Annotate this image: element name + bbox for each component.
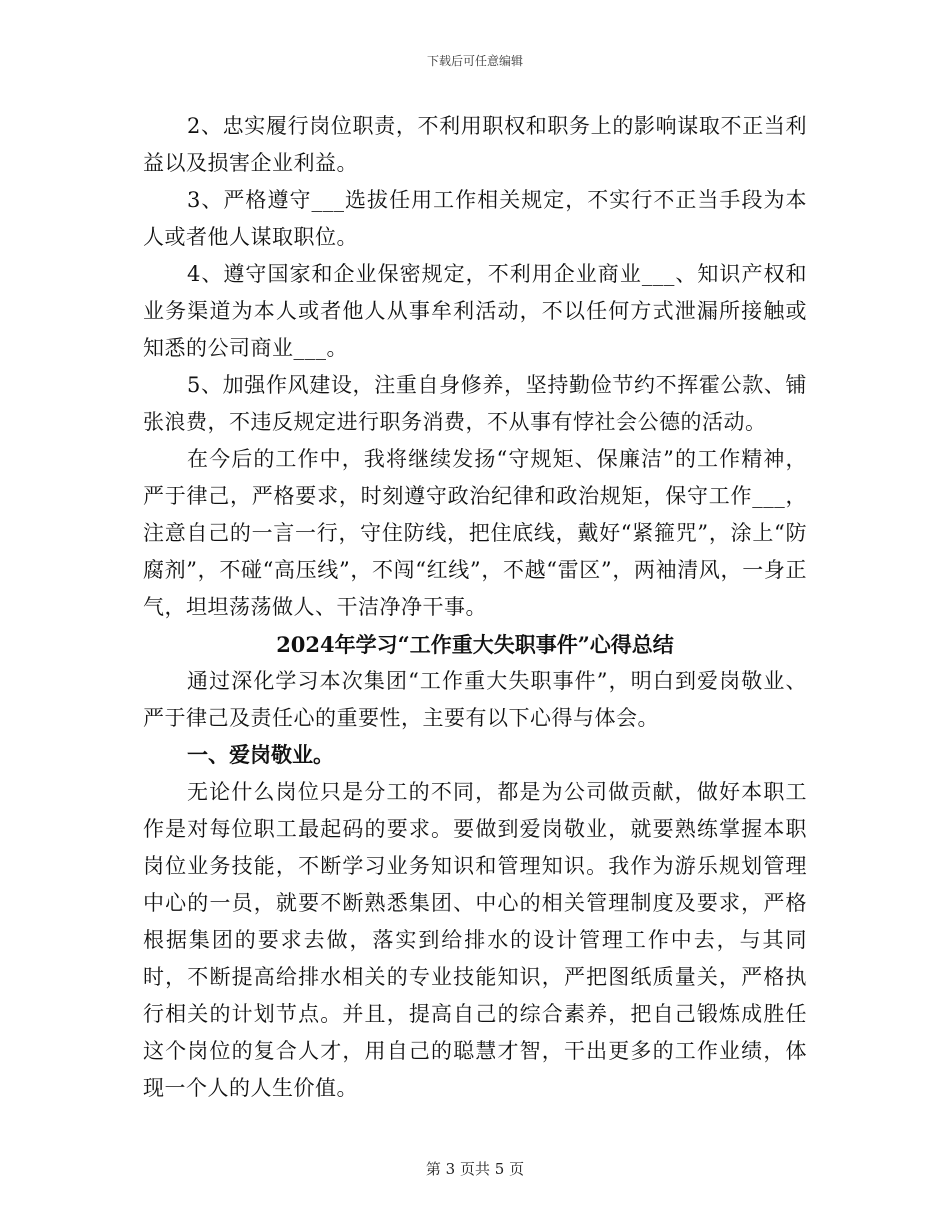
heading-dedication: 一、爱岗敬业。 bbox=[187, 743, 334, 767]
section-title: 2024年学习“工作重大失职事件”心得总结 bbox=[276, 632, 674, 657]
paragraph-item-5: 5、加强作风建设，注重自身修养，坚持勤俭节约不挥霍公款、铺张浪费，不违反规定进行职务消费，不从事有悖社会公德的活动。 bbox=[143, 373, 807, 434]
paragraph-conclusion: 在今后的工作中，我将继续发扬“守规矩、保廉洁”的工作精神，严于律己，严格要求，时刻遵守政治纪律和政治规矩，保守工作___，注意自己的一言一行，守住防线，把住底线，戴好“紧箍咒”，涂上“防腐剂”，不碰“高压线”，不闯“红线”，不越“雷区”，两袖清风，一身正气，坦坦荡荡做人、干洁净净干事。 bbox=[143, 447, 807, 619]
page-header: 下载后可任意编辑 bbox=[426, 54, 523, 68]
paragraph-dedication-body: 无论什么岗位只是分工的不同，都是为公司做贡献，做好本职工作是对每位职工最起码的要求。要做到爱岗敬业，就要熟练掌握本职岗位业务技能，不断学习业务知识和管理知识。我作为游乐规划管理中心的一员，就要不断熟悉集团、中心的相关管理制度及要求，严格根据集团的要求去做，落实到给排水的设计管理工作中去，与其同时，不断提高给排水相关的专业技能知识，严把图纸质量关，严格执行相关的计划节点。并且，提高自己的综合素养，把自己锻炼成胜任这个岗位的复合人才，用自己的聪慧才智，干出更多的工作业绩，体现一个人的人生价值。 bbox=[143, 780, 807, 1100]
paragraph-intro: 通过深化学习本次集团“工作重大失职事件”，明白到爱岗敬业、严于律己及责任心的重要性，主要有以下心得与体会。 bbox=[143, 669, 807, 730]
document-body bbox=[143, 108, 807, 1107]
paragraph-item-4: 4、遵守国家和企业保密规定，不利用企业商业___、知识产权和业务渠道为本人或者他人从事牟利活动，不以任何方式泄漏所接触或知悉的公司商业___。 bbox=[143, 262, 807, 360]
paragraph-item-2: 2、忠实履行岗位职责，不利用职权和职务上的影响谋取不正当利益以及损害企业利益。 bbox=[143, 114, 807, 175]
paragraph-item-3: 3、严格遵守___选拔任用工作相关规定，不实行不正当手段为本人或者他人谋取职位。 bbox=[143, 188, 807, 249]
page-footer: 第 3 页共 5 页 bbox=[425, 1160, 525, 1178]
